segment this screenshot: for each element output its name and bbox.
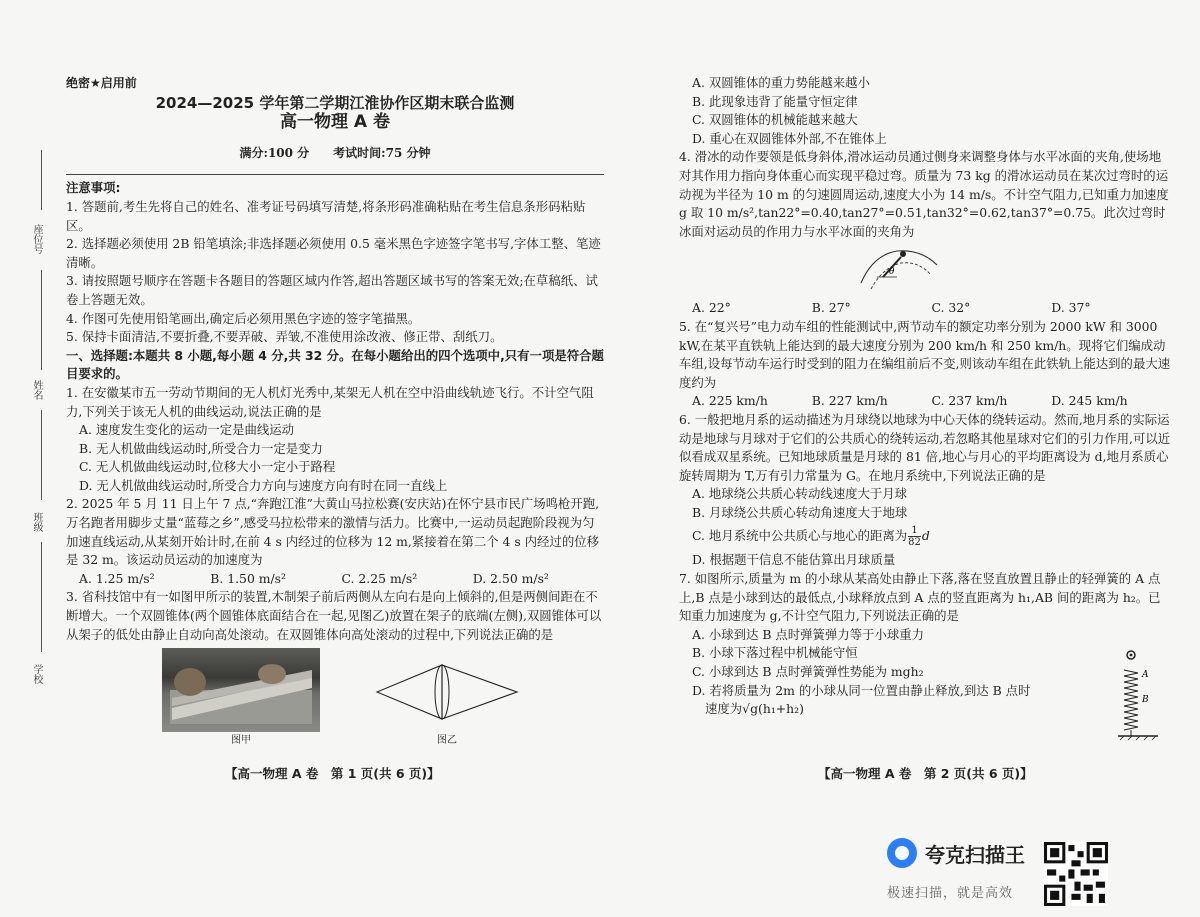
q6-option-b: B. 月球绕公共质心转动角速度大于地球 — [692, 504, 908, 520]
note-item: 5. 保持卡面清洁,不要折叠,不要弄破、弄皱,不准使用涂改液、修正带、刮纸刀。 — [66, 329, 503, 345]
q7-option-d-continued: 速度为√g(h₁+h₂) — [705, 701, 804, 717]
fraction — [908, 525, 921, 548]
q5-option-c: C. 237 km/h — [931, 393, 1008, 409]
q3-option-d: D. 重心在双圆锥体外部,不在锥体上 — [692, 130, 887, 146]
q7-option-a: A. 小球到达 B 点时弹簧弹力等于小球重力 — [692, 626, 925, 642]
subject-title: 高一物理 A 卷 — [280, 112, 390, 133]
fraction-denominator: 82 — [908, 537, 921, 549]
q6-option-a: A. 地球绕公共质心转动线速度大于月球 — [692, 486, 908, 502]
note-item: 2. 选择题必须使用 2B 铅笔填涂;非选择题必须使用 0.5 毫米黑色字迹签字笔书写,字体工整、笔迹清晰。 — [66, 236, 601, 270]
question-1-stem: 1. 在安徽某市五一劳动节期间的无人机灯光秀中,某架无人机在空中沿曲线轨迹飞行。不计空气阻力,下列关于该无人机的曲线运动,说法正确的是 — [66, 384, 594, 419]
binding-line — [41, 150, 42, 210]
page-1-footer: 【高一物理 A 卷 第 1 页(共 6 页)】 — [225, 766, 440, 781]
q3-option-b: B. 此现象违背了能量守恒定律 — [692, 93, 858, 109]
binding-line — [41, 270, 42, 370]
question-7-text — [679, 570, 1171, 719]
spring-diagram — [1118, 648, 1162, 758]
q1-option-d: D. 无人机做曲线运动时,所受合力方向与速度方向有时在同一直线上 — [79, 477, 448, 493]
binding-margin — [0, 140, 55, 700]
q4-option-b: B. 27° — [811, 300, 851, 316]
name-label: 姓名 — [31, 380, 42, 400]
question-7-block — [679, 570, 1171, 719]
q6-option-d: D. 根据题干信息不能估算出月球质量 — [692, 552, 896, 568]
note-item: 1. 答题前,考生先将自己的姓名、准考证号码填写清楚,将条形码准确粘贴在考生信息条形码粘贴区。 — [66, 198, 586, 233]
q2-option-a: A. 1.25 m/s² — [79, 570, 155, 586]
section-heading: 一、选择题:本题共 8 小题,每小题 4 分,共 32 分。在每小题给出的四个选项中,只有一项是符合题目要求的。 — [66, 347, 604, 382]
q6-option-c-var: d — [921, 528, 930, 544]
scanner-brand — [887, 838, 1025, 868]
figure-b — [372, 657, 522, 751]
scanner-watermark — [887, 838, 1187, 908]
double-cone-diagram — [372, 657, 522, 727]
qr-code-icon — [1044, 842, 1108, 906]
q2-options — [66, 570, 604, 589]
q4-option-c: C. 32° — [931, 300, 971, 316]
header-divider — [66, 174, 604, 175]
q7-option-d: D. 若将质量为 2m 的小球从同一位置由静止释放,到达 B 点时 — [692, 682, 1031, 698]
question-3-stem: 3. 省科技馆中有一如图甲所示的装置,木制架子前后两侧从左向右是向上倾斜的,但是两侧间距在不断增大。一个双圆锥体(两个圆锥体底面结合在一起,见图乙)放置在架子的底端(左侧),双圆锥体可以从架子的低处由静止自动向高处滚动。在双圆锥体向高处滚动的过程中,下列说法正确的是 — [66, 589, 602, 642]
device-photo — [162, 648, 320, 732]
q5-option-a: A. 225 km/h — [692, 393, 768, 409]
exam-title: 2024—2025 学年第二学期江淮协作区期末联合监测 — [155, 93, 515, 112]
theta-label: θ — [889, 267, 895, 278]
question-5-stem: 5. 在“复兴号”电力动车组的性能测试中,两节动车的额定功率分别为 2000 kW 和 3000 kW,在某平直铁轨上能达到的最大速度分别为 200 km/h 和 250 km/h。现将它们编成动车组,设每节动车运行时受到的阻力在编组前后不变,则该动车组在此铁轨上能达到的最大速度约为 — [679, 318, 1171, 390]
question-4-stem: 4. 滑冰的动作要领是低身斜体,滑冰运动员通过侧身来调整身体与水平冰面的夹角,使场地对其作用力指向身体重心而实现平稳过弯。质量为 73 kg 的滑冰运动员在某次过弯时的运动视为半径为 10 m 的匀速圆周运动,速度大小为 14 m/s。不计空气阻力,已知重力加速度 g 取 10 m/s²,tan22°=0.40,tan27°=0.51,tan32°=0.62,tan37°=0.75。此次过弯时冰面对运动员的作用力与水平冰面的夹角为 — [679, 149, 1169, 239]
fraction-numerator: 1 — [908, 525, 921, 537]
page-2-footer: 【高一物理 A 卷 第 2 页(共 6 页)】 — [818, 766, 1033, 781]
q1-option-a: A. 速度发生变化的运动一定是曲线运动 — [79, 422, 295, 438]
photo-illustration — [162, 648, 320, 732]
class-label: 班级 — [31, 512, 42, 532]
exam-meta: 满分:100 分 考试时间:75 分钟 — [239, 145, 431, 160]
point-b-label: B — [1142, 695, 1149, 705]
q5-option-b: B. 227 km/h — [811, 393, 888, 409]
q4-options — [679, 299, 1171, 318]
notes-heading: 注意事项: — [66, 180, 121, 196]
school-label: 学校 — [31, 664, 42, 684]
point-a-label: A — [1142, 670, 1149, 680]
question-6-stem: 6. 一般把地月系的运动描述为月球绕以地球为中心天体的绕转运动。然而,地月系的实际运动是地球与月球对于它们的公共质心的绕转运动,若忽略其他星球对它们的引力作用,可以近似看成双星系统。已知地球质量是月球的 81 倍,地心与月心的平均距离设为 d,地月系质心旋转周期为 T,万有引力常量为 G。在地月系统中,下列说法正确的是 — [679, 411, 1171, 483]
page-2 — [679, 74, 1171, 719]
binding-line — [41, 542, 42, 652]
q2-option-c: C. 2.25 m/s² — [341, 570, 418, 586]
q1-option-c: C. 无人机做曲线运动时,位移大小一定小于路程 — [79, 459, 336, 475]
binding-line — [41, 410, 42, 500]
q2-option-d: D. 2.50 m/s² — [472, 570, 549, 586]
q6-option-c — [679, 525, 1171, 548]
q3-option-c: C. 双圆锥体的机械能越来越大 — [692, 112, 858, 128]
q3-option-a: A. 双圆锥体的重力势能越来越小 — [692, 75, 870, 90]
figure-b-caption: 图乙 — [437, 735, 457, 747]
figure-a-caption: 图甲 — [231, 735, 251, 747]
note-item: 4. 作图可先使用铅笔画出,确定后必须用黑色字迹的签字笔描黑。 — [66, 310, 421, 326]
q5-options — [679, 392, 1171, 411]
q3-figures — [162, 648, 604, 751]
q1-option-b: B. 无人机做曲线运动时,所受合力一定是变力 — [79, 440, 323, 456]
q5-option-d: D. 245 km/h — [1051, 393, 1128, 409]
q7-option-c: C. 小球到达 B 点时弹簧弹性势能为 mgh₂ — [692, 664, 924, 680]
scanner-logo-icon — [887, 838, 917, 868]
q2-option-b: B. 1.50 m/s² — [210, 570, 287, 586]
q4-option-d: D. 37° — [1051, 300, 1091, 316]
scanner-brand-name: 夸克扫描王 — [925, 842, 1025, 867]
scanner-slogan: 极速扫描，就是高效 — [887, 886, 1014, 901]
question-7-stem: 7. 如图所示,质量为 m 的小球从某高处由静止下落,落在竖直放置且静止的轻弹簧的 A 点上,B 点是小球到达的最低点,小球释放点到 A 点的竖直距离为 h₁,AB 间的距离为 h₂。已知重力加速度为 g,不计空气阻力,下列说法正确的是 — [679, 571, 1161, 624]
skater-diagram — [857, 243, 947, 295]
q6-option-c-text: C. 地月系统中公共质心与地心的距离为 — [692, 528, 908, 544]
q4-figure — [679, 241, 1171, 299]
seat-number-label: 座位号 — [31, 224, 42, 254]
figure-a — [162, 648, 320, 751]
q4-option-a: A. 22° — [692, 300, 731, 316]
note-item: 3. 请按照题号顺序在答题卡各题目的答题区域内作答,超出答题区域书写的答案无效;在草稿纸、试卷上答题无效。 — [66, 273, 598, 307]
q7-option-b: B. 小球下落过程中机械能守恒 — [692, 645, 858, 661]
question-2-stem: 2. 2025 年 5 月 11 日上午 7 点,“奔跑江淮”大黄山马拉松赛(安庆站)在怀宁县市民广场鸣枪开跑,万名跑者用脚步丈量“蓝莓之乡”,感受马拉松带来的激情与活力。比赛中,一运动员起跑阶段视为匀加速直线运动,从某刻开始计时,在前 4 s 内经过的位移为 12 m,紧接着在第二个 4 s 内经过的位移是 32 m。该运动员运动的加速度为 — [66, 496, 600, 568]
page-1 — [66, 74, 604, 751]
secret-mark: 绝密★启用前 — [66, 76, 137, 90]
